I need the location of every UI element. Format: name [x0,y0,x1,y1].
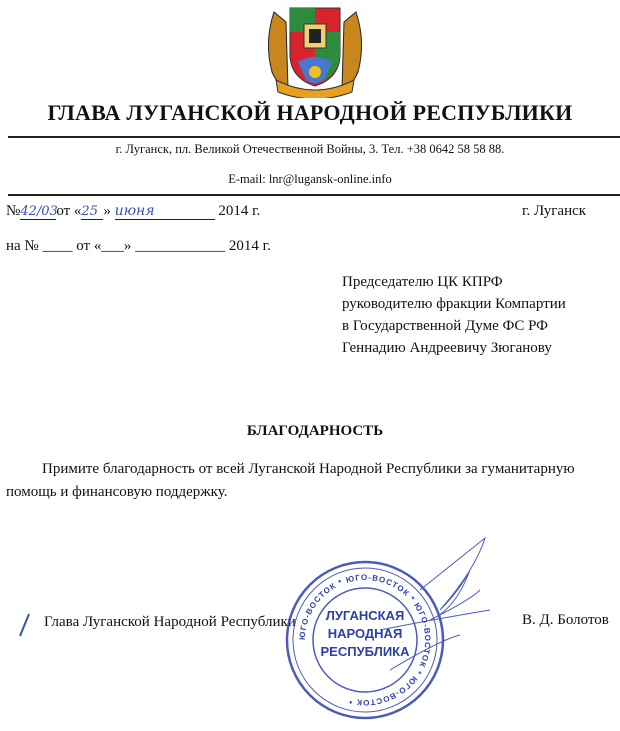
recipient-line: Геннадию Андреевичу Зюганову [342,340,552,356]
signatory-position: Глава Луганской Народной Республики [44,614,296,630]
coat-of-arms-emblem [262,2,368,98]
recipient-line: в Государственной Думе ФС РФ [342,318,549,334]
document-heading: БЛАГОДАРНОСТЬ [246,423,384,439]
official-stamp [270,530,500,730]
stamp-text: НАРОДНАЯ [327,626,403,641]
stamp-text: ЛУГАНСКАЯ [325,608,405,623]
recipient-line: Председателю ЦК КПРФ [342,274,503,290]
recipient-line: руководителю фракции Компартии [342,296,566,312]
email-line: E-mail: lnr@lugansk-online.info [228,172,392,186]
outgoing-reference [6,203,260,220]
header-divider-bottom [8,194,620,196]
stamp-ring-text: ЮГО-ВОСТОК * ЮГО-ВОСТОК * ЮГО-ВОСТОК * ЮГО-ВОСТОК * [297,572,433,708]
stamp-text: РЕСПУБЛИКА [320,644,410,659]
signature-mark [18,612,32,638]
header-divider [8,136,620,138]
quote-close: » [103,203,111,219]
body-line: помощь и финансовую поддержку. [6,484,228,500]
recipient-block [342,271,566,359]
outgoing-month: июня [115,203,215,220]
outgoing-day: 25 [81,204,103,220]
signatory-name: В. Д. Болотов [522,612,609,628]
number-label: № [6,203,21,219]
letterhead-title: ГЛАВА ЛУГАНСКОЙ НАРОДНОЙ РЕСПУБЛИКИ [47,100,573,125]
body-line: Примите благодарность от всей Луганской Народной Республики за гуманитарную [42,461,575,477]
outgoing-year: 2014 г. [218,203,261,219]
address-line: г. Луганск, пл. Великой Отечественной Войны, 3. Тел. +38 0642 58 58 88. [115,142,505,156]
letter-body [6,458,575,504]
incoming-reference: на № ____ от «___» ____________ 2014 г. [6,238,271,254]
outgoing-number: 42/03 [20,204,58,219]
from-label: от « [56,203,82,219]
city: г. Луганск [522,203,587,219]
